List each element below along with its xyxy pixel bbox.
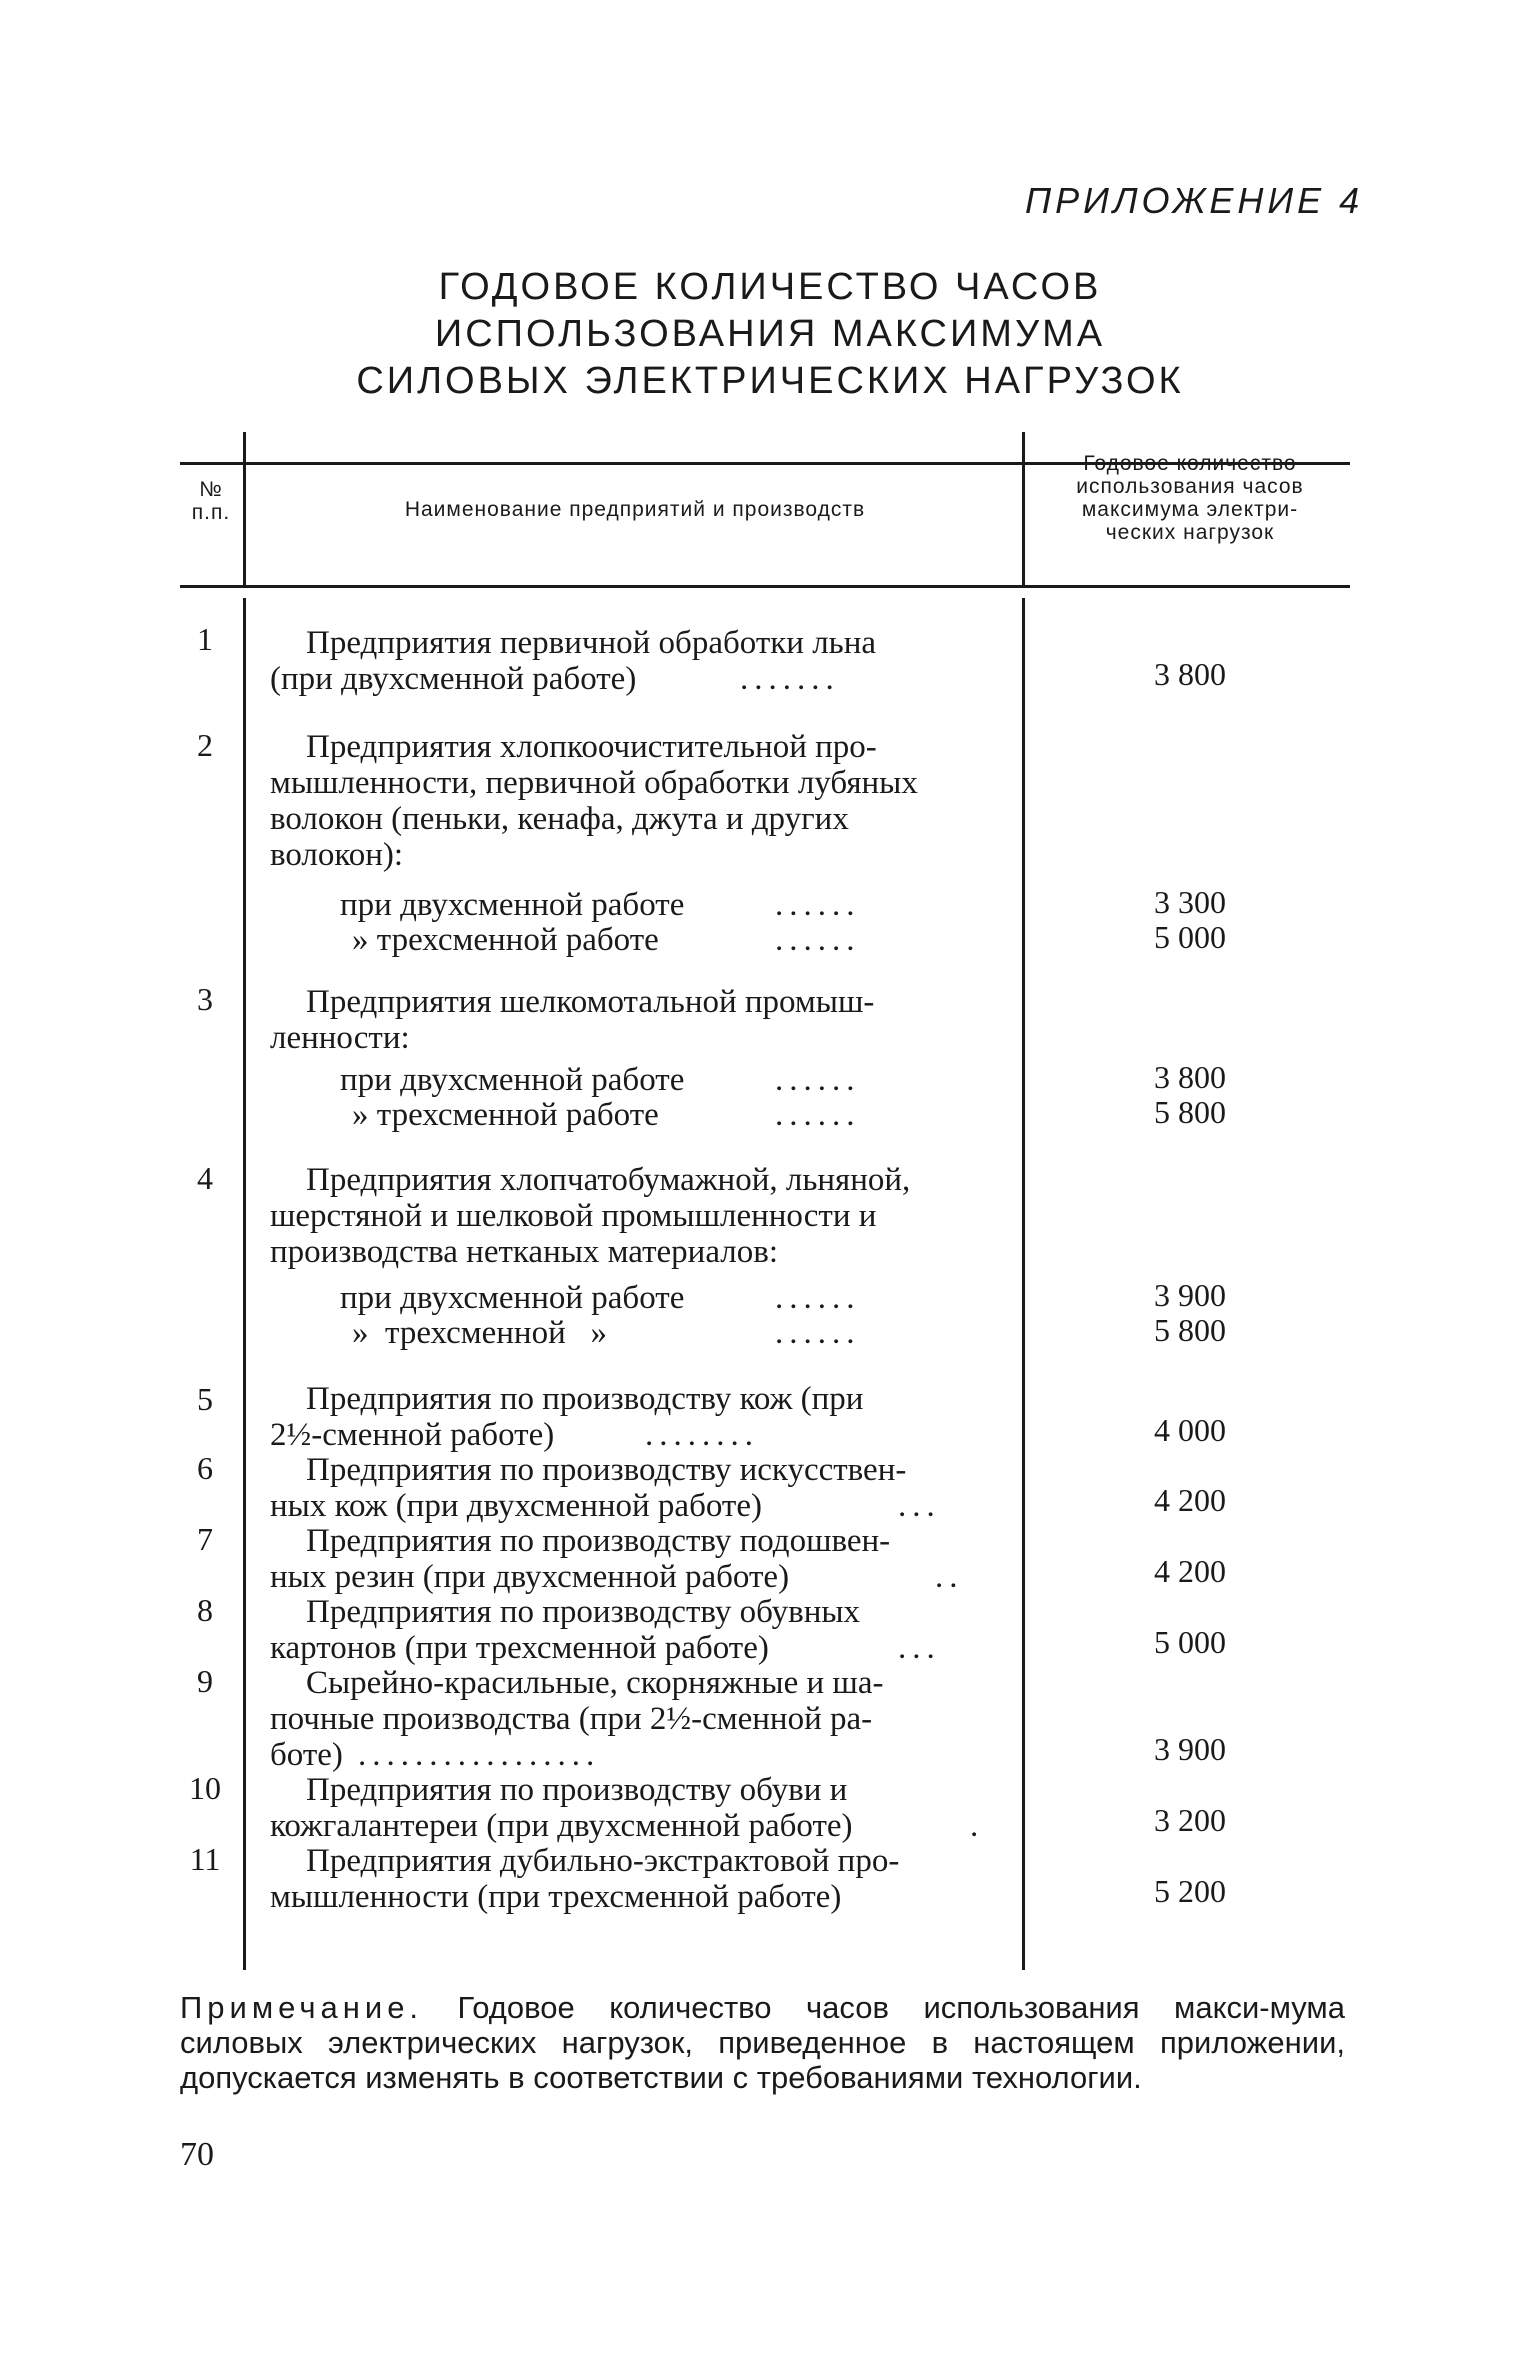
leader-dots: ...	[898, 1488, 941, 1524]
row-number: 2	[197, 727, 213, 763]
header-name: Наименование предприятий и производств	[404, 498, 866, 521]
footnote-lead: Примечание.	[180, 1990, 424, 2025]
column-divider-right	[1022, 598, 1025, 1970]
row-value: 4 200	[1154, 1482, 1226, 1518]
sub-row-value: 3 300	[1154, 884, 1226, 920]
row-name: Предприятия хлопкоочистительной про- мышленности, первичной обработки лубяных волокон (пеньки, кенафа, джута и других волокон):	[270, 729, 918, 873]
row-name: Предприятия по производству кож (при 2½-сменной работе)	[270, 1381, 864, 1453]
sub-row-value: 5 000	[1154, 919, 1226, 955]
leader-dots: ......	[775, 1097, 861, 1133]
header-divider-right	[1022, 432, 1025, 587]
sub-row-label: при двухсменной работе	[340, 1280, 685, 1316]
header-value: Годовое количество использования часов максимума электри- ческих нагрузок	[1076, 452, 1304, 544]
row-value: 5 200	[1154, 1873, 1226, 1909]
row-name: Предприятия по производству обуви и кожгалантереи (при двухсменной работе)	[270, 1772, 853, 1844]
column-divider-left	[243, 598, 246, 1970]
row-name: Предприятия первичной обработки льна (при двухсменной работе)	[270, 625, 877, 697]
leader-dots: ......	[775, 1280, 861, 1316]
row-value: 3 900	[1154, 1731, 1226, 1767]
leader-dots: ......	[775, 1062, 861, 1098]
footnote-text: Годовое количество часов использования макси-мума силовых электрических нагрузок, приведенное в настоящем приложении, допускается изменять в соответствии с требованиями технологии.	[180, 1990, 1345, 2095]
row-value: 3 200	[1154, 1802, 1226, 1838]
row-number: 4	[197, 1160, 213, 1196]
row-name: Предприятия по производству обувных картонов (при трехсменной работе)	[270, 1594, 861, 1666]
leader-dots: ......	[775, 1315, 861, 1351]
leader-dots: ......	[775, 922, 861, 958]
row-name: Предприятия по производству подошвен- ных резин (при двухсменной работе)	[270, 1523, 891, 1595]
leader-dots: .	[970, 1808, 985, 1844]
row-name: Предприятия дубильно-экстрактовой про- мышленности (при трехсменной работе)	[270, 1843, 900, 1915]
document-title	[180, 264, 1360, 405]
leader-dots: ......	[775, 887, 861, 923]
sub-row-value: 3 800	[1154, 1059, 1226, 1095]
leader-dots: .................	[358, 1737, 601, 1773]
row-name: Предприятия по производству искусствен- ных кож (при двухсменной работе)	[270, 1452, 907, 1524]
title-line: ИСПОЛЬЗОВАНИЯ МАКСИМУМА	[434, 313, 1106, 355]
row-value: 5 000	[1154, 1624, 1226, 1660]
sub-row-label: » трехсменной »	[352, 1315, 607, 1351]
row-value: 4 200	[1154, 1553, 1226, 1589]
sub-row-label: » трехсменной работе	[352, 922, 659, 958]
row-number: 1	[197, 621, 213, 657]
page-number: 70	[180, 2136, 214, 2173]
header-bottom-rule	[180, 585, 1350, 588]
row-number: 10	[189, 1770, 221, 1806]
row-name: Предприятия хлопчатобумажной, льняной, шерстяной и шелковой промышленности и производства нетканых материалов:	[270, 1162, 911, 1270]
sub-row-value: 3 900	[1154, 1277, 1226, 1313]
leader-dots: .......	[740, 661, 840, 697]
row-number: 11	[189, 1841, 221, 1877]
row-name: Предприятия шелкомотальной промыш- ленности:	[270, 984, 875, 1056]
row-number: 7	[197, 1521, 213, 1557]
row-number: 9	[197, 1663, 213, 1699]
leader-dots: ........	[645, 1417, 759, 1453]
sub-row-label: при двухсменной работе	[340, 1062, 685, 1098]
title-line: ГОДОВОЕ КОЛИЧЕСТВО ЧАСОВ	[438, 266, 1102, 308]
footnote	[180, 1990, 1345, 2095]
header-divider-left	[243, 432, 246, 587]
sub-row-label: при двухсменной работе	[340, 887, 685, 923]
sub-row-value: 5 800	[1154, 1312, 1226, 1348]
row-name: Сырейно-красильные, скорняжные и ша- почные производства (при 2½-сменной ра- боте)	[270, 1665, 884, 1773]
row-number: 3	[197, 981, 213, 1017]
title-line: СИЛОВЫХ ЭЛЕКТРИЧЕСКИХ НАГРУЗОК	[356, 360, 1184, 402]
row-number: 6	[197, 1450, 213, 1486]
sub-row-value: 5 800	[1154, 1094, 1226, 1130]
row-value: 3 800	[1154, 656, 1226, 692]
sub-row-label: » трехсменной работе	[352, 1097, 659, 1133]
leader-dots: ..	[935, 1559, 964, 1595]
row-value: 4 000	[1154, 1412, 1226, 1448]
row-number: 8	[197, 1592, 213, 1628]
leader-dots: ...	[898, 1630, 941, 1666]
row-number: 5	[197, 1381, 213, 1417]
header-num: № п.п.	[191, 478, 231, 524]
appendix-label: ПРИЛОЖЕНИЕ 4	[1025, 180, 1364, 221]
